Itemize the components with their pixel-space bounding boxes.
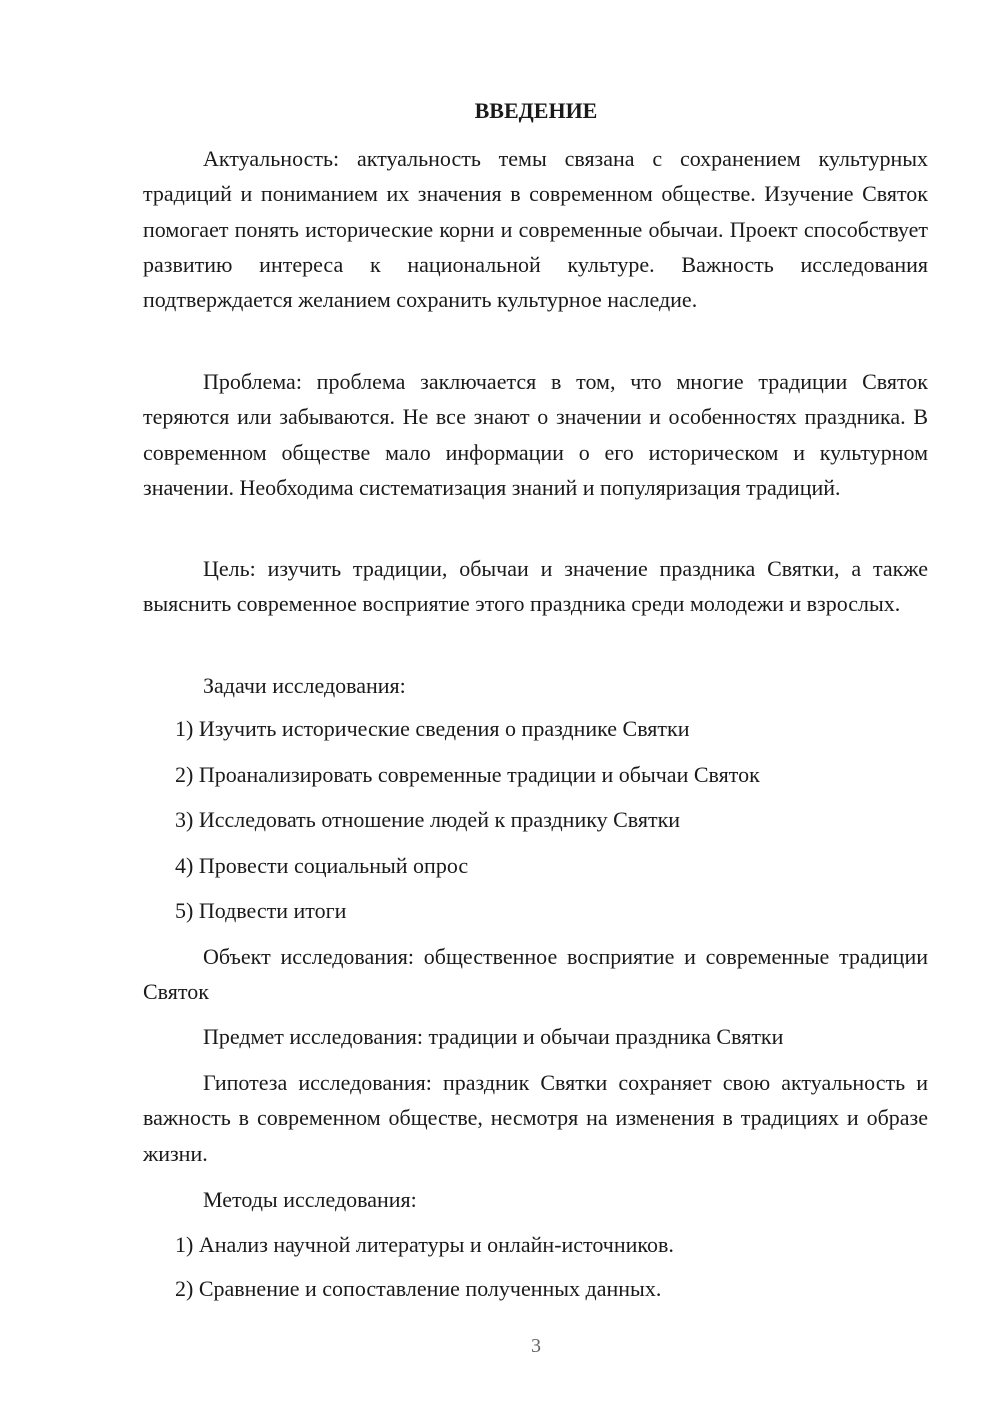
methods-heading: Методы исследования:: [203, 1187, 417, 1212]
goal-paragraph: Цель: изучить традиции, обычаи и значение праздника Святки, а также выяснить современное восприятие этого праздника среди молодежи и взрослых.: [143, 556, 928, 617]
relevance-paragraph: Актуальность: актуальность темы связана с сохранением культурных традиций и пониманием их значения в современном обществе. Изучение Святок помогает понять исторические корни и современные обычаи. Проект способствует развитию интереса к национальной культуре. Важность исследования подтверждается желанием сохранить культурное наследие.: [143, 146, 928, 313]
page-number: 3: [531, 1335, 541, 1357]
subject-paragraph: Предмет исследования: традиции и обычаи праздника Святки: [203, 1024, 784, 1049]
task-item-1: 1) Изучить исторические сведения о празднике Святки: [175, 716, 690, 741]
hypothesis-paragraph: Гипотеза исследования: праздник Святки сохраняет свою актуальность и важность в современном обществе, несмотря на изменения в традициях и образе жизни.: [143, 1070, 928, 1166]
tasks-heading: Задачи исследования:: [203, 673, 406, 698]
task-item-2: 2) Проанализировать современные традиции и обычаи Святок: [175, 762, 760, 787]
object-paragraph: Объект исследования: общественное восприятие и современные традиции Святок: [143, 944, 928, 1005]
task-item-4: 4) Провести социальный опрос: [175, 853, 469, 878]
method-item-2: 2) Сравнение и сопоставление полученных данных.: [175, 1276, 662, 1301]
method-item-1: 1) Анализ научной литературы и онлайн-источников.: [175, 1232, 674, 1257]
problem-paragraph: Проблема: проблема заключается в том, что многие традиции Святок теряются или забываются. Не все знают о значении и особенностях праздника. В современном обществе мало информации о его историческом и культурном значении. Необходима систематизация знаний и популяризация традиций.: [143, 369, 928, 500]
task-item-3: 3) Исследовать отношение людей к празднику Святки: [175, 807, 681, 832]
page-title: ВВЕДЕНИЕ: [474, 98, 598, 123]
task-item-5: 5) Подвести итоги: [175, 898, 347, 923]
